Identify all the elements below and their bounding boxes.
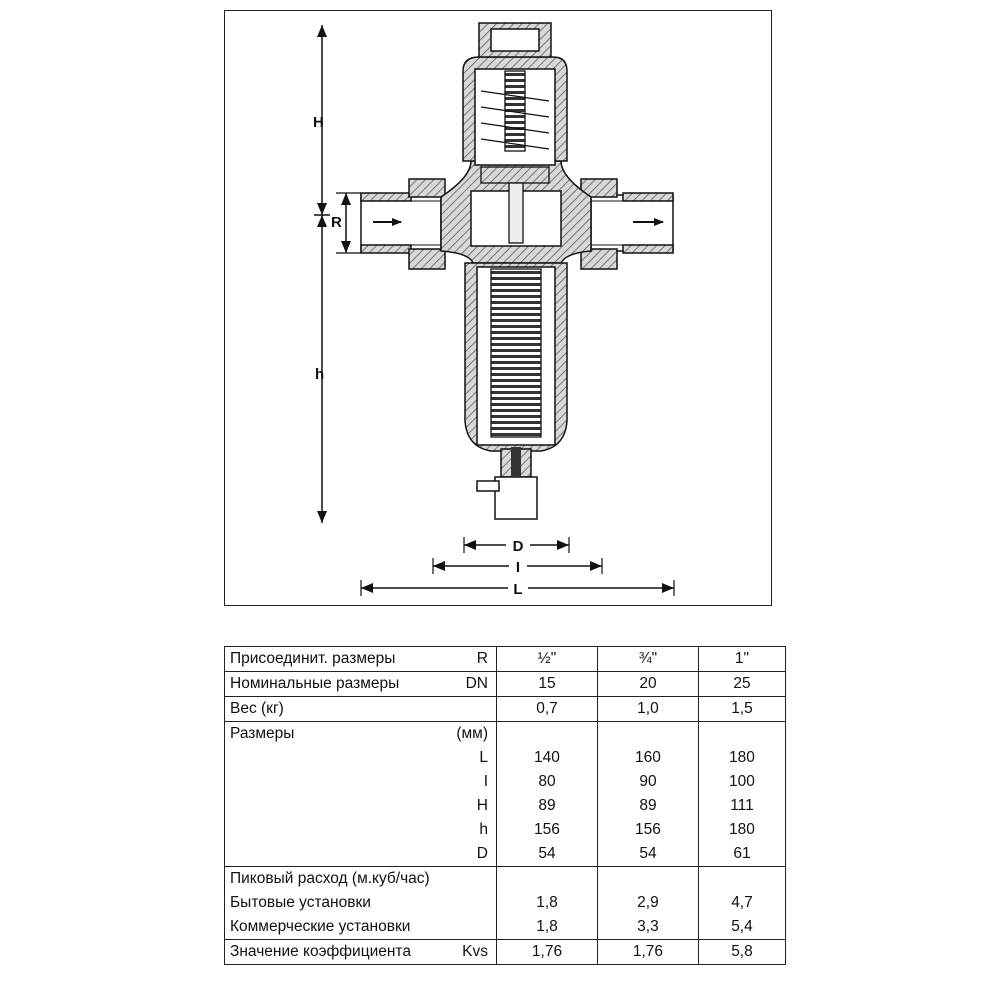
cell-value: 3,3 [637,918,659,935]
cell-value: 89 [538,797,556,814]
row-label: Значение коэффициента [230,943,411,960]
dim-label-L: L [513,581,523,598]
cell-value: 20 [639,675,657,692]
cell-value: 25 [733,675,751,692]
table-row-nominal [225,672,786,697]
row-symbol: D [476,845,488,862]
cell-value: 1,8 [536,918,558,935]
row-symbol: h [479,821,488,838]
row-symbol: I [483,773,488,790]
cell-value: 80 [538,773,556,790]
row-label: Номинальные размеры [230,675,400,692]
dim-label-I: I [515,559,521,576]
dim-label-D: D [512,538,524,555]
cell-value: 54 [639,845,657,862]
cell-value: 1" [734,650,750,667]
row-label: Размеры [230,725,295,742]
cell-value: 54 [538,845,556,862]
cell-value: 90 [639,773,657,790]
row-label: Вес (кг) [230,700,284,717]
table-row-weight [225,697,786,722]
row-label: Пиковый расход (м.куб/час) [230,870,430,887]
row-label: Присоединит. размеры [230,650,396,667]
cell-value: 1,0 [637,700,659,717]
cell-value: 0,7 [536,700,558,717]
cell-value: 160 [635,749,661,766]
cell-value: 1,5 [731,700,753,717]
vertical-dimension-lines [314,25,361,523]
table-row-dimensions [225,722,786,867]
dim-label-h: h [315,366,325,383]
cell-value: 4,7 [731,894,753,911]
row-symbol: R [476,650,488,667]
pressure-reducer-filter-drawing [225,11,773,607]
table-row-connection [225,647,786,672]
cell-value: 1,8 [536,894,558,911]
dim-label-H: H [313,114,324,131]
cell-value: ½" [537,650,557,667]
row-sublabel: Коммерческие установки [230,918,411,935]
cell-value: 89 [639,797,657,814]
cell-value: 156 [635,821,661,838]
cell-value: 5,4 [731,918,753,935]
row-sublabel: Бытовые установки [230,894,371,911]
cell-value: 100 [729,773,755,790]
cell-value: 2,9 [637,894,659,911]
cell-value: 5,8 [731,943,753,960]
specification-table [224,646,786,965]
cell-value: 1,76 [632,943,664,960]
row-symbol: Kvs [462,943,488,960]
cell-value: 61 [733,845,751,862]
row-symbol: L [479,749,488,766]
cell-value: 1,76 [531,943,563,960]
cell-value: 156 [534,821,560,838]
cell-value: 15 [538,675,556,692]
technical-drawing-frame [224,10,772,606]
cell-value: 140 [534,749,560,766]
cell-value: 180 [729,749,755,766]
row-unit: (мм) [456,725,488,742]
row-symbol: DN [465,675,488,692]
table-row-flow [225,867,786,940]
row-symbol: H [476,797,488,814]
cell-value: 180 [729,821,755,838]
cell-value: ¾" [638,650,658,667]
cell-value: 111 [730,797,754,814]
dim-label-R: R [331,214,342,231]
table-row-kvs [225,940,786,965]
